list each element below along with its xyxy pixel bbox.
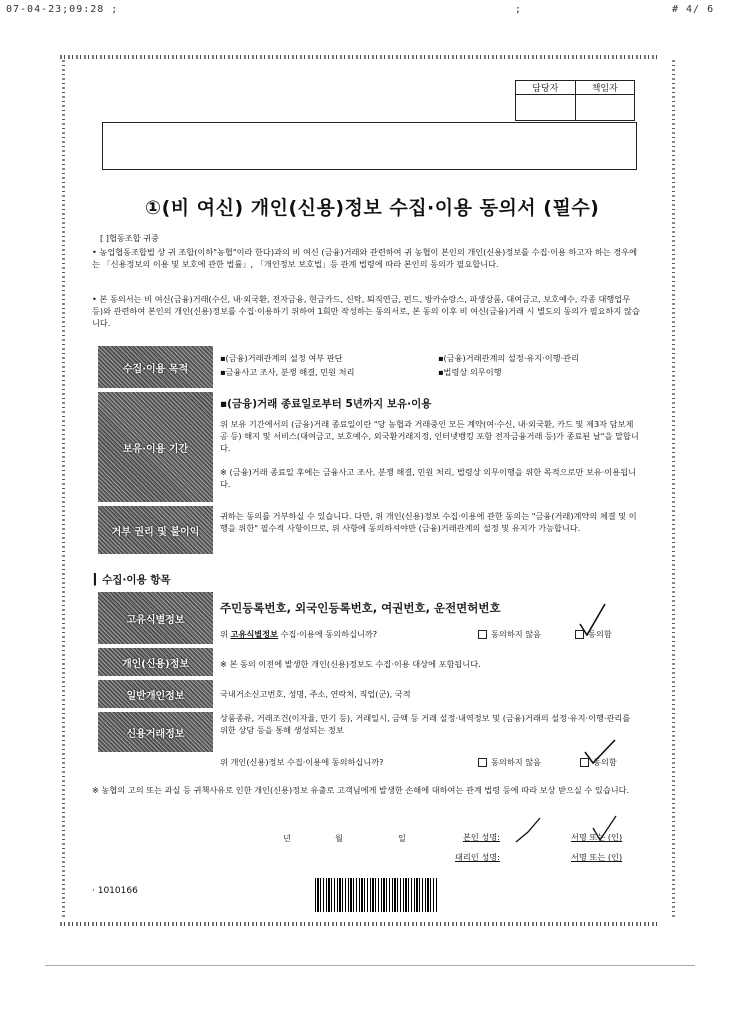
header-blank-box (102, 122, 637, 170)
fax-timestamp: 07-04-23;09:28 ; (6, 4, 119, 15)
liability-note: ※ 농협의 고의 또는 과실 등 귀책사유로 인한 개인(신용)정보 유출로 고객님에게 발생한 손해에 대하여는 관계 법령 등에 따라 보상 받으실 수 있습니다. (92, 785, 630, 795)
unique-id-label: 고유식별정보 (98, 592, 213, 644)
credit-info-text: 상품종류, 거래조건(이자율, 만기 등), 거래일시, 금액 등 거래 설정·내역정보 및 (금융)거래의 설정·유지·이행·관리를 위한 상담 등을 통해 생성되는 정보 (220, 713, 631, 735)
date-month: 월 (335, 833, 343, 843)
personal-info-note: ※ 본 동의 이전에 발생한 개인(신용)정보도 수집·이용 대상에 포함됩니다. (220, 659, 481, 669)
page-divider (45, 965, 695, 966)
retention-label: 보유·이용 기간 (98, 392, 213, 502)
signature-marks-icon (498, 810, 648, 846)
personal-option-no[interactable]: 동의하지 않음 (478, 756, 541, 768)
personal-info-label: 개인(신용)정보 (98, 648, 213, 676)
general-info-label: 일반개인정보 (98, 680, 213, 708)
refusal-text: 귀하는 동의를 거부하실 수 있습니다. 다만, 위 개인(신용)정보 수집·이용에 관한 동의는 "금융(거래)계약의 체결 및 이행을 위한" 필수적 사항이므로, 위 사항에 동의하셔야만 (금융)거래관계의 설정 및 유지가 가능합니다. (220, 511, 637, 533)
agent-name-label: 대리인 성명: (455, 852, 500, 862)
unique-id-question: 위 고유식별정보 수집·이용에 동의하십니까? (220, 629, 378, 639)
personal-option-yes[interactable]: 동의함 (580, 756, 617, 768)
personal-checkbox-no[interactable] (478, 758, 487, 767)
items-section-header: ▎수집·이용 항목 (94, 574, 171, 586)
approval-col-manager: 책임자 (575, 81, 635, 95)
self-name-label: 본인 성명: (463, 832, 500, 842)
fax-separator: ; (515, 4, 523, 15)
purpose-item-4: ▪법령상 의무이행 (438, 367, 502, 377)
form-number: · 1010166 (92, 886, 138, 896)
personal-info-question: 위 개인(신용)정보 수집·이용에 동의하십니까? (220, 757, 384, 767)
intro-paragraph-2: • 본 동의서는 비 여신(금융)거래(수신, 내·외국환, 전자금융, 현금카드, 신탁, 퇴직연금, 펀드, 방카슈랑스, 파생상품, 대여금고, 보호예수, 각종 대행업무 등)와 관련하여 본인의 개인(신용)정보를 수집·이용하기 위하여 1회만 작성하는 동의서로, 본 동의 이후 비 여신(금융)거래 시 별도의 동의가 필요하지 않습니다. (92, 294, 640, 328)
checkmark-icon (583, 738, 617, 766)
refusal-label: 거부 권리 및 불이익 (98, 506, 213, 554)
barcode (315, 878, 437, 912)
intro-paragraph-1: • 농업협동조합법 상 귀 조합(이하"농협"이라 한다)과의 비 여신 (금융)거래와 관련하여 귀 농협이 본인의 개인(신용)정보를 수집·이용 하고자 하는 경우에는 「신용정보의 이용 및 보호에 관한 법률」, 「개인정보 보호법」등 관계 법령에 따라 본인의 동의가 필요합니다. (92, 247, 638, 269)
unique-id-term: 고유식별정보 (230, 629, 278, 639)
scan-noise-top (60, 55, 660, 59)
form-title: ①(비 여신) 개인(신용)정보 수집·이용 동의서 (필수) (145, 197, 600, 219)
purpose-item-1: ▪(금융)거래관계의 설정 여부 판단 (220, 353, 343, 363)
recipient-line: [ ]협동조합 귀중 (100, 233, 160, 243)
retention-headline: ▪(금융)거래 종료일로부터 5년까지 보유·이용 (220, 398, 432, 410)
credit-info-label: 신용거래정보 (98, 712, 213, 752)
approval-table (515, 80, 635, 121)
unique-id-checkbox-no[interactable] (478, 630, 487, 639)
scan-noise-left (62, 60, 65, 920)
agent-sign-label: 서명 또는 (인) (571, 852, 623, 862)
scan-noise-bottom (60, 922, 660, 926)
unique-id-option-no[interactable]: 동의하지 않음 (478, 628, 541, 640)
unique-id-option-yes[interactable]: 동의함 (575, 628, 612, 640)
retention-text-2: ※ (금융)거래 종료일 후에는 금융사고 조사, 분쟁 해결, 민원 처리, 법령상 의무이행을 위한 목적으로만 보유·이용됩니다. (220, 467, 637, 489)
fax-page-number: # 4/ 6 (672, 4, 715, 15)
unique-id-items: 주민등록번호, 외국인등록번호, 여권번호, 운전면허번호 (220, 601, 501, 615)
purpose-item-3: ▪금융사고 조사, 분쟁 해결, 민원 처리 (220, 367, 355, 377)
purpose-label: 수집·이용 목적 (98, 346, 213, 388)
date-day: 일 (398, 833, 406, 843)
scan-noise-right (672, 60, 675, 920)
self-sign-label: 서명 또는 (인) (571, 832, 623, 842)
retention-text-1: 위 보유 기간에서의 (금융)거래 종료일이란 "당 농협과 거래중인 모든 계약(여·수신, 내·외국환, 카드 및 제3자 담보제공 등) 해지 및 서비스(대여금고, 보호예수, 외국환거래지정, 인터넷뱅킹 포함 전자금융거래 등)가 종료된 날"을 말합니다. (220, 419, 639, 453)
general-info-text: 국내거소신고번호, 성명, 주소, 연락처, 직업(군), 국적 (220, 689, 411, 699)
purpose-item-2: ▪(금융)거래관계의 설정·유지·이행·관리 (438, 353, 579, 363)
date-year: 년 (283, 833, 291, 843)
approval-col-staff: 담당자 (516, 81, 576, 95)
checkmark-icon (578, 602, 608, 638)
